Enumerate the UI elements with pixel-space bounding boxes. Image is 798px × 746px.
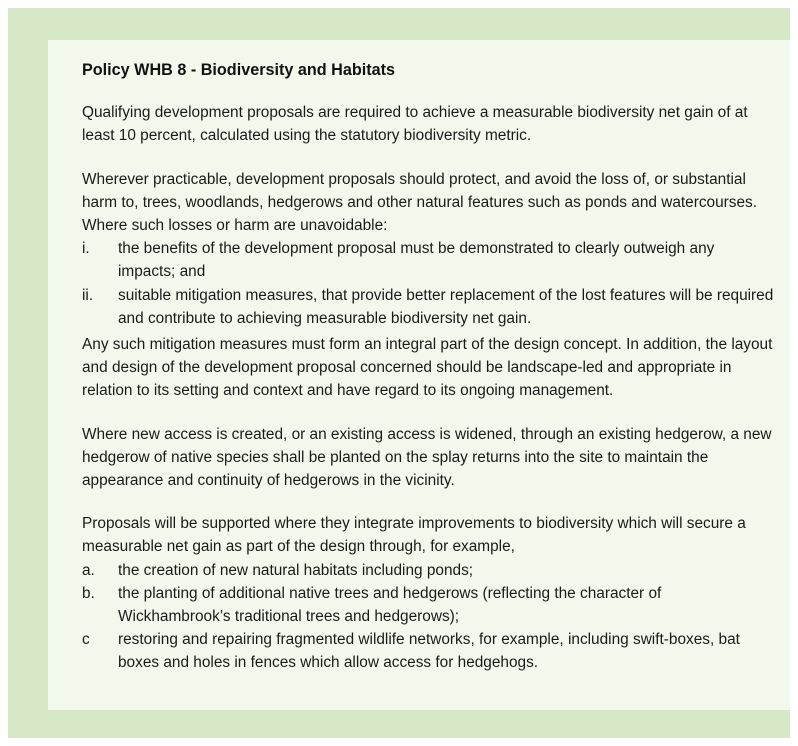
unavoidable-loss-list [82, 237, 774, 330]
list-item-text: the benefits of the development proposal must be demonstrated to clearly outweigh any impacts; and [118, 240, 715, 281]
list-marker: b. [82, 584, 95, 602]
policy-frame [8, 8, 790, 738]
list-item-text: restoring and repairing fragmented wildlife networks, for example, including swift-boxes, bat boxes and holes in fences which allow access for hedgehogs. [118, 631, 740, 672]
biodiversity-examples-list [82, 559, 774, 675]
list-item [82, 582, 774, 628]
policy-title: Policy WHB 8 - Biodiversity and Habitats [82, 61, 396, 79]
paragraph-protection: Wherever practicable, development proposals should protect, and avoid the loss of, or substantial harm to, trees, woodlands, hedgerows and other natural features such as ponds and watercourses. Where such losses or harm are unavoidable: [82, 170, 758, 235]
list-marker: c [82, 631, 90, 649]
list-marker: ii. [82, 286, 94, 304]
paragraph-net-gain: Qualifying development proposals are required to achieve a measurable biodiversity net gain of at least 10 percent, calculated using the statutory biodiversity metric. [82, 104, 748, 145]
list-item [82, 559, 774, 582]
list-item-text: the creation of new natural habitats including ponds; [118, 561, 474, 579]
paragraph-mitigation: Any such mitigation measures must form an integral part of the design concept. In addition, the layout and design of the development proposal concerned should be landscape-led and appropriate in relation to its setting and context and have regard to its ongoing management. [82, 336, 773, 400]
list-item [82, 284, 774, 330]
list-item-text: the planting of additional native trees and hedgerows (reflecting the character of Wickhambrook’s traditional trees and hedgerows); [118, 584, 662, 626]
list-marker: a. [82, 561, 95, 579]
paragraph-supported-proposals: Proposals will be supported where they integrate improvements to biodiversity which will secure a measurable net gain as part of the design through, for example, [82, 515, 746, 556]
policy-panel [48, 40, 790, 710]
list-item [82, 237, 774, 283]
list-item [82, 628, 774, 674]
paragraph-hedgerow-access: Where new access is created, or an existing access is widened, through an existing hedgerow, a new hedgerow of native species shall be planted on the splay returns into the site to maintain the appearance and continuity of hedgerows in the vicinity. [82, 425, 772, 490]
list-marker: i. [82, 240, 90, 258]
list-item-text: suitable mitigation measures, that provide better replacement of the lost features will be required and contribute to achieving measurable biodiversity net gain. [118, 286, 774, 327]
